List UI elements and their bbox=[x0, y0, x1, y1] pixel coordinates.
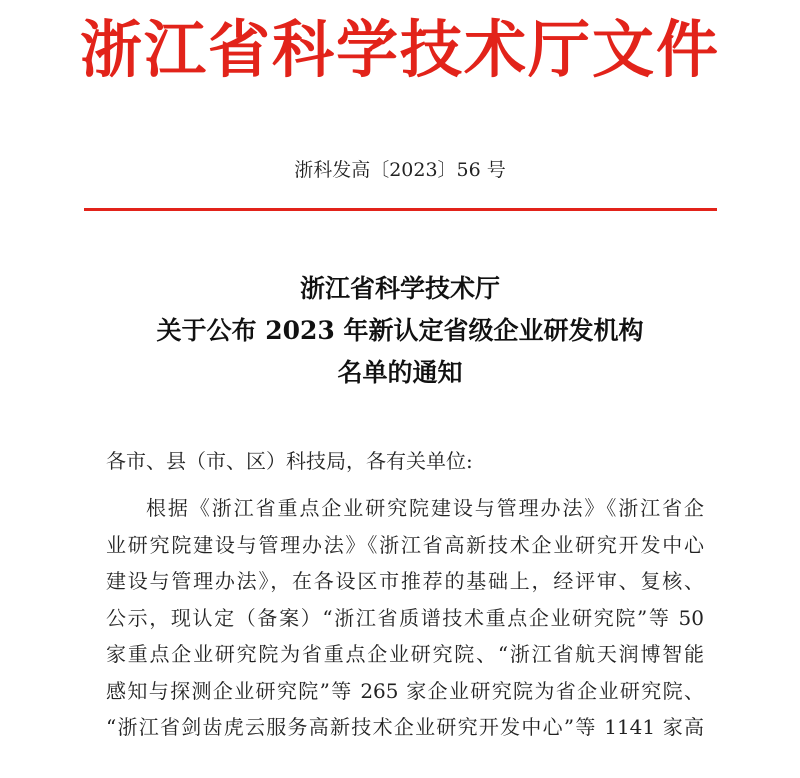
document-header-title: 浙江省科学技术厅文件 bbox=[79, 13, 720, 86]
body-line-text: “浙江省剑齿虎云服务高新技术企业研究开发中心”等 1141 家高 bbox=[106, 715, 704, 739]
document-number: 浙科发高〔2023〕56 号 bbox=[294, 159, 506, 181]
body-line bbox=[106, 563, 704, 600]
notice-title-line: 浙江省科学技术厅 bbox=[299, 274, 500, 303]
body-line-text: 感知与探测企业研究院”等 265 家企业研究院为省企业研究院、 bbox=[106, 678, 704, 703]
body-line-text: 根据《浙江省重点企业研究院建设与管理办法》《浙江省企 bbox=[146, 496, 704, 520]
notice-title-line: 关于公布 2023 年新认定省级企业研发机构 bbox=[156, 316, 644, 345]
body-line bbox=[106, 636, 704, 673]
body-line bbox=[106, 709, 704, 746]
red-divider-rule bbox=[84, 208, 717, 211]
body-line bbox=[106, 527, 704, 564]
body-line bbox=[106, 673, 704, 710]
salutation: 各市、县（市、区）科技局，各有关单位: bbox=[106, 449, 473, 473]
body-line-text: 业研究院建设与管理办法》《浙江省高新技术企业研究开发中心 bbox=[106, 532, 704, 557]
body-line-text: 建设与管理办法》，在各设区市推荐的基础上，经评审、复核、 bbox=[106, 569, 704, 593]
body-line bbox=[106, 490, 704, 527]
body-paragraph bbox=[106, 490, 704, 746]
body-line-text: 公示，现认定（备案）“浙江省质谱技术重点企业研究院”等 50 bbox=[106, 605, 704, 630]
notice-title bbox=[0, 268, 800, 394]
body-line bbox=[106, 600, 704, 637]
notice-title-line: 名单的通知 bbox=[337, 358, 463, 387]
body-line-text: 家重点企业研究院为省重点企业研究院、“浙江省航天润博智能 bbox=[106, 642, 704, 666]
